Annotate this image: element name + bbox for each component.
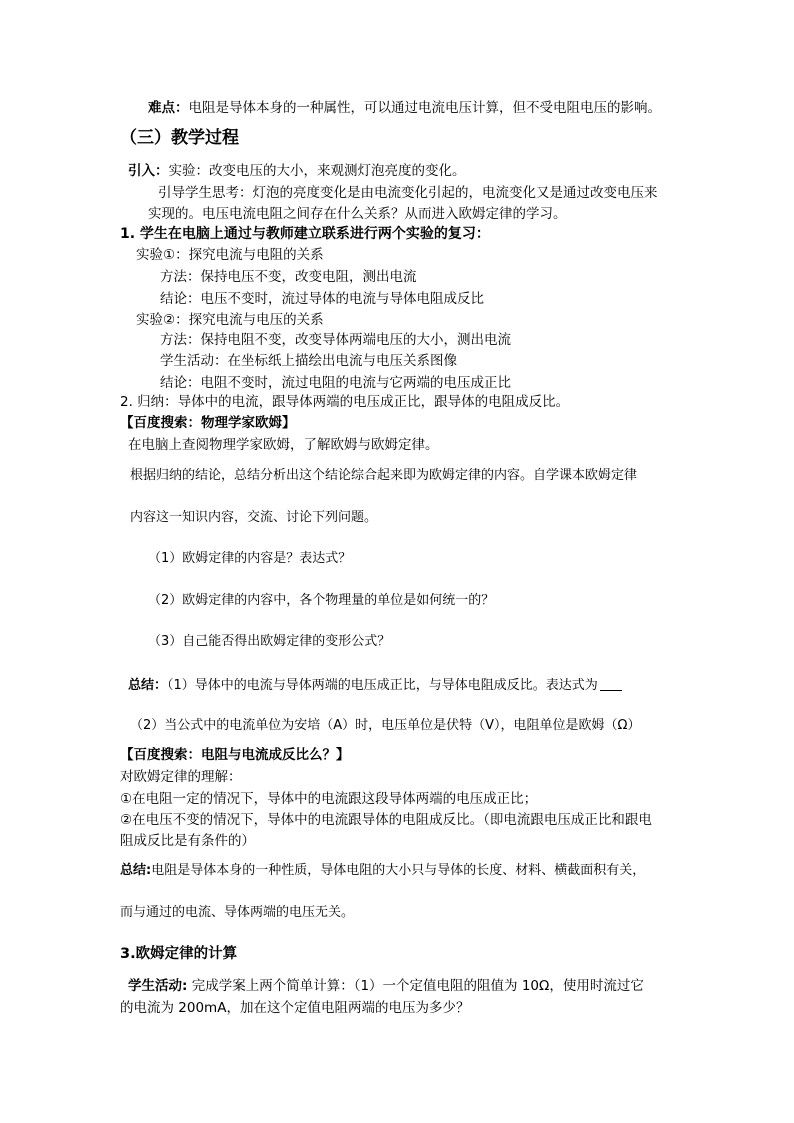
intro-line	[128, 161, 466, 181]
exp1-conclusion: 结论：电压不变时，流过导体的电流与导体电阻成反比	[160, 291, 484, 307]
selfstudy-line-2: 内容这一知识内容，交流、讨论下列问题。	[130, 510, 378, 525]
intro-label: 引入：	[128, 163, 169, 179]
resistance-summary-label: 总结:	[120, 863, 152, 878]
search1-text: 在电脑上查阅物理学家欧姆，了解欧姆与欧姆定律。	[128, 437, 439, 453]
difficulty-label: 难点：	[148, 100, 189, 116]
exp2-title: 实验②：探究电流与电压的关系	[136, 312, 324, 328]
difficulty-text: 电阻是导体本身的一种属性，可以通过电流电压计算，但不受电阻电压的影响。	[188, 100, 661, 116]
calc-line-1	[128, 976, 644, 996]
resistance-summary-text-1: 电阻是导体本身的一种性质，导体电阻的大小只与导体的长度、材料、横截面积有关，	[151, 863, 646, 878]
understanding-point-1: ①在电阻一定的情况下，导体中的电流跟这段导体两端的电压成正比；	[120, 791, 538, 807]
exp1-title: 实验①：探究电流与电阻的关系	[136, 247, 324, 263]
search2-title: 【百度搜索：电阻与电流成反比么？】	[120, 747, 350, 763]
resistance-summary-line-1	[120, 861, 645, 881]
summary2-text: 导体中的电流，跟导体两端的电压成正比，跟导体的电阻成反比。	[177, 394, 570, 410]
exp2-activity: 学生活动：在坐标纸上描绘出电流与电压关系图像	[160, 353, 457, 369]
intro-guide-1: 引导学生思考：灯泡的亮度变化是由电流变化引起的，电流变化又是通过改变电压来	[158, 185, 658, 201]
resistance-summary-line-2: 而与通过的电流、导体两端的电压无关。	[120, 905, 355, 920]
understanding-point-2b: 阻成反比是有条件的）	[120, 833, 255, 849]
exp1-method: 方法：保持电压不变，改变电阻，测出电流	[160, 269, 417, 285]
question-2: （2）欧姆定律的内容中，各个物理量的单位是如何统一的？	[148, 593, 495, 608]
calc-line-2: 的电流为 200mA，加在这个定值电阻两端的电压为多少？	[120, 1000, 470, 1016]
exp2-method: 方法：保持电阻不变，改变导体两端电压的大小，测出电流	[160, 332, 511, 348]
question-3: （3）自己能否得出欧姆定律的变形公式？	[148, 634, 391, 649]
summary2-line	[120, 392, 569, 412]
exp2-conclusion: 结论：电阻不变时，流过电阻的电流与它两端的电压成正比	[160, 375, 511, 391]
calc-text-1: 完成学案上两个简单计算：（1）一个定值电阻的阻值为 10Ω，使用时流过它	[187, 978, 644, 994]
understanding-label: 对欧姆定律的理解：	[120, 769, 242, 785]
conclusion-label: 总结：	[128, 678, 168, 693]
intro-guide-2: 实现的。电压电流电阻之间存在什么关系？从而进入欧姆定律的学习。	[148, 206, 567, 222]
section-title: （三）教学过程	[120, 128, 239, 148]
conclusion-text-1: （1）导体中的电流与导体两端的电压成正比，与导体电阻成反比。表达式为	[167, 678, 598, 693]
conclusion-line-1	[128, 676, 622, 696]
conclusion-line-2: （2）当公式中的电流单位为安培（A）时，电压单位是伏特（V），电阻单位是欧姆（Ω）	[130, 718, 641, 733]
calc-heading: 3.欧姆定律的计算	[120, 946, 238, 962]
selfstudy-line-1: 根据归纳的结论，总结分析出这个结论综合起来即为欧姆定律的内容。自学课本欧姆定律	[130, 468, 638, 483]
question-1: （1）欧姆定律的内容是？表达式？	[148, 551, 352, 566]
summary2-label: 2. 归纳：	[120, 394, 178, 410]
intro-text: 实验：改变电压的大小，来观测灯泡亮度的变化。	[168, 163, 466, 179]
formula-blank	[600, 676, 622, 691]
search1-title: 【百度搜索：物理学家欧姆】	[120, 415, 296, 431]
understanding-point-2a: ②在电压不变的情况下，导体中的电流跟导体的电阻成反比。（即电流跟电压成正比和跟电	[120, 812, 652, 828]
calc-label: 学生活动:	[128, 978, 188, 994]
difficulty-line	[148, 98, 661, 118]
review-heading: 1. 学生在电脑上通过与教师建立联系进行两个实验的复习：	[120, 226, 490, 242]
